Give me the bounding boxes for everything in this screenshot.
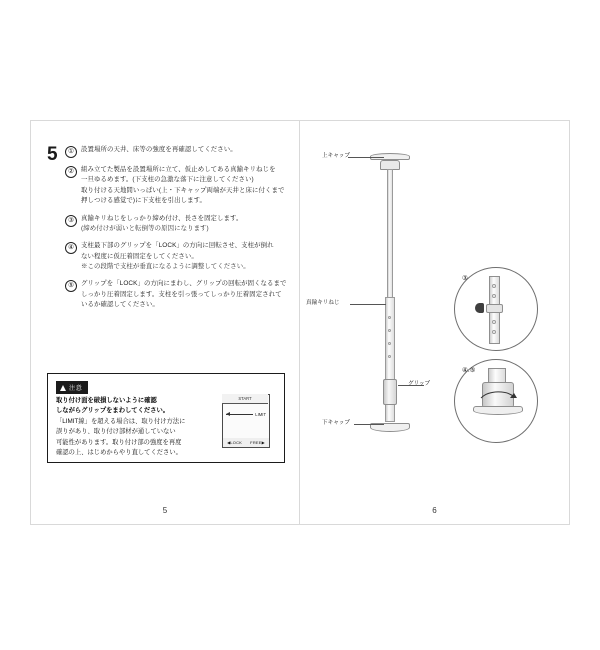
caution-heading-line: しながらグリップをまわしてください。 bbox=[56, 407, 170, 415]
lock-direction-label: ◀LOCK bbox=[227, 440, 243, 445]
leader-line-top-cap bbox=[348, 157, 384, 158]
step-text-3 bbox=[81, 214, 243, 235]
step-line: ※この段階で支柱が垂直になるように調整してください。 bbox=[81, 263, 250, 270]
step-item bbox=[65, 214, 287, 235]
adjust-hole-icon bbox=[492, 284, 496, 288]
manual-right-page bbox=[300, 121, 569, 524]
step-marker-5: ⑤ bbox=[65, 280, 77, 292]
grip-diagram-lock-row bbox=[222, 438, 270, 448]
step-line: 真鍮キリねじをしっかり締め付け、長さを固定します。 bbox=[81, 214, 243, 222]
step-text-5 bbox=[81, 279, 287, 310]
callout-number-3: ③ bbox=[462, 275, 468, 282]
step-line: ない程度に仮圧着固定をしてください。 bbox=[81, 252, 198, 260]
caution-body-line: 誤りがあり、取り付け部材が通していない bbox=[56, 428, 176, 436]
page-number-left: 5 bbox=[162, 506, 168, 515]
leader-line-bottom-cap bbox=[354, 424, 384, 425]
step-line: いるか確認してください。 bbox=[81, 301, 159, 309]
adjust-hole-icon bbox=[388, 342, 391, 345]
step-item bbox=[65, 279, 287, 310]
step-line: 組み立てた製品を設置場所に立て、仮止めしてある真鍮キリねじを bbox=[81, 166, 276, 173]
caution-header bbox=[56, 381, 88, 394]
tension-pole-illustration bbox=[384, 151, 396, 441]
label-grip: グリップ bbox=[408, 381, 431, 387]
page-number-right: 6 bbox=[432, 506, 437, 515]
grip-part bbox=[383, 379, 397, 405]
rotate-arrow-icon bbox=[479, 390, 517, 402]
adjust-hole-icon bbox=[492, 294, 496, 298]
limit-arrow-icon bbox=[226, 414, 253, 415]
callout3-collar bbox=[486, 304, 503, 313]
adjust-hole-icon bbox=[388, 329, 391, 332]
caution-badge bbox=[56, 381, 88, 394]
step-item bbox=[65, 165, 287, 207]
step-marker-2: ② bbox=[65, 166, 77, 178]
adjust-hole-icon bbox=[492, 330, 496, 334]
upper-tube bbox=[387, 169, 393, 299]
label-bottom-cap: 下キャップ bbox=[322, 420, 350, 426]
caution-body-line: 可能性があります。取り付け部の強度を再度 bbox=[56, 438, 182, 446]
adjust-hole-icon bbox=[388, 355, 391, 358]
manual-left-page bbox=[31, 121, 300, 524]
step-line: 一旦ゆるめます。(下支柱の急激な落下に注意してください) bbox=[81, 176, 254, 184]
label-top-cap: 上キャップ bbox=[322, 153, 350, 159]
step-line: 支柱最下部のグリップを「LOCK」の方向に回転させ、支柱が倒れ bbox=[81, 242, 274, 250]
caution-body-line: 「LIMIT線」を超える場合は、取り付け方法に bbox=[56, 417, 186, 425]
grip-diagram-limit-row bbox=[224, 412, 266, 417]
adjust-hole-icon bbox=[388, 316, 391, 319]
step-line: しっかり圧着固定します。支柱を引っ張ってしっかり圧着固定されて bbox=[81, 290, 282, 298]
leader-line-brass-screw bbox=[350, 304, 386, 305]
section-number: 5 bbox=[47, 144, 58, 165]
caution-box bbox=[47, 373, 285, 463]
callout-detail-3 bbox=[454, 267, 538, 351]
free-direction-label: FREE▶ bbox=[250, 440, 265, 445]
callout-detail-45 bbox=[454, 359, 538, 443]
step-list bbox=[65, 145, 287, 318]
caution-badge-label: 注意 bbox=[69, 385, 83, 392]
manual-page-spread bbox=[30, 120, 570, 525]
caution-heading-line: 取り付け面を破損しないように確認 bbox=[56, 397, 157, 404]
step-marker-1: ① bbox=[65, 146, 77, 158]
grip-limit-diagram bbox=[214, 394, 276, 456]
grip-diagram-start-label: START bbox=[222, 394, 268, 404]
grip-diagram-limit-label: LIMIT bbox=[255, 412, 266, 417]
callout45-bottom-cap bbox=[473, 406, 523, 415]
step-item bbox=[65, 145, 287, 158]
label-brass-screw: 真鍮キリねじ bbox=[306, 300, 340, 306]
caution-body-line: 確認の上、はじめからやり直してください。 bbox=[56, 448, 182, 456]
step-marker-4: ④ bbox=[65, 242, 77, 254]
step-text-1 bbox=[81, 145, 237, 158]
brass-screw-icon bbox=[475, 303, 484, 313]
step-line: グリップを「LOCK」の方向にまわし、グリップの回転が固くなるまで bbox=[81, 280, 287, 288]
step-line: 設置場所の天井、床等の強度を再確認してください。 bbox=[81, 146, 237, 153]
step-line: (締め付けが弱いと転倒等の原因になります) bbox=[81, 224, 209, 232]
step-line: 取り付ける天地間いっぱい(上・下キャップ両端が天井と床に付くまで bbox=[81, 186, 285, 194]
warning-triangle-icon bbox=[60, 385, 66, 391]
step-line: 押しつける感覚で)に下支柱を引出します。 bbox=[81, 197, 207, 205]
step-text-2 bbox=[81, 165, 284, 207]
step-marker-3: ③ bbox=[65, 215, 77, 227]
caution-text bbox=[56, 396, 206, 458]
adjust-hole-icon bbox=[492, 320, 496, 324]
step-text-4 bbox=[81, 241, 274, 272]
callout-number-45: ④.⑤ bbox=[462, 367, 476, 374]
step-item bbox=[65, 241, 287, 272]
